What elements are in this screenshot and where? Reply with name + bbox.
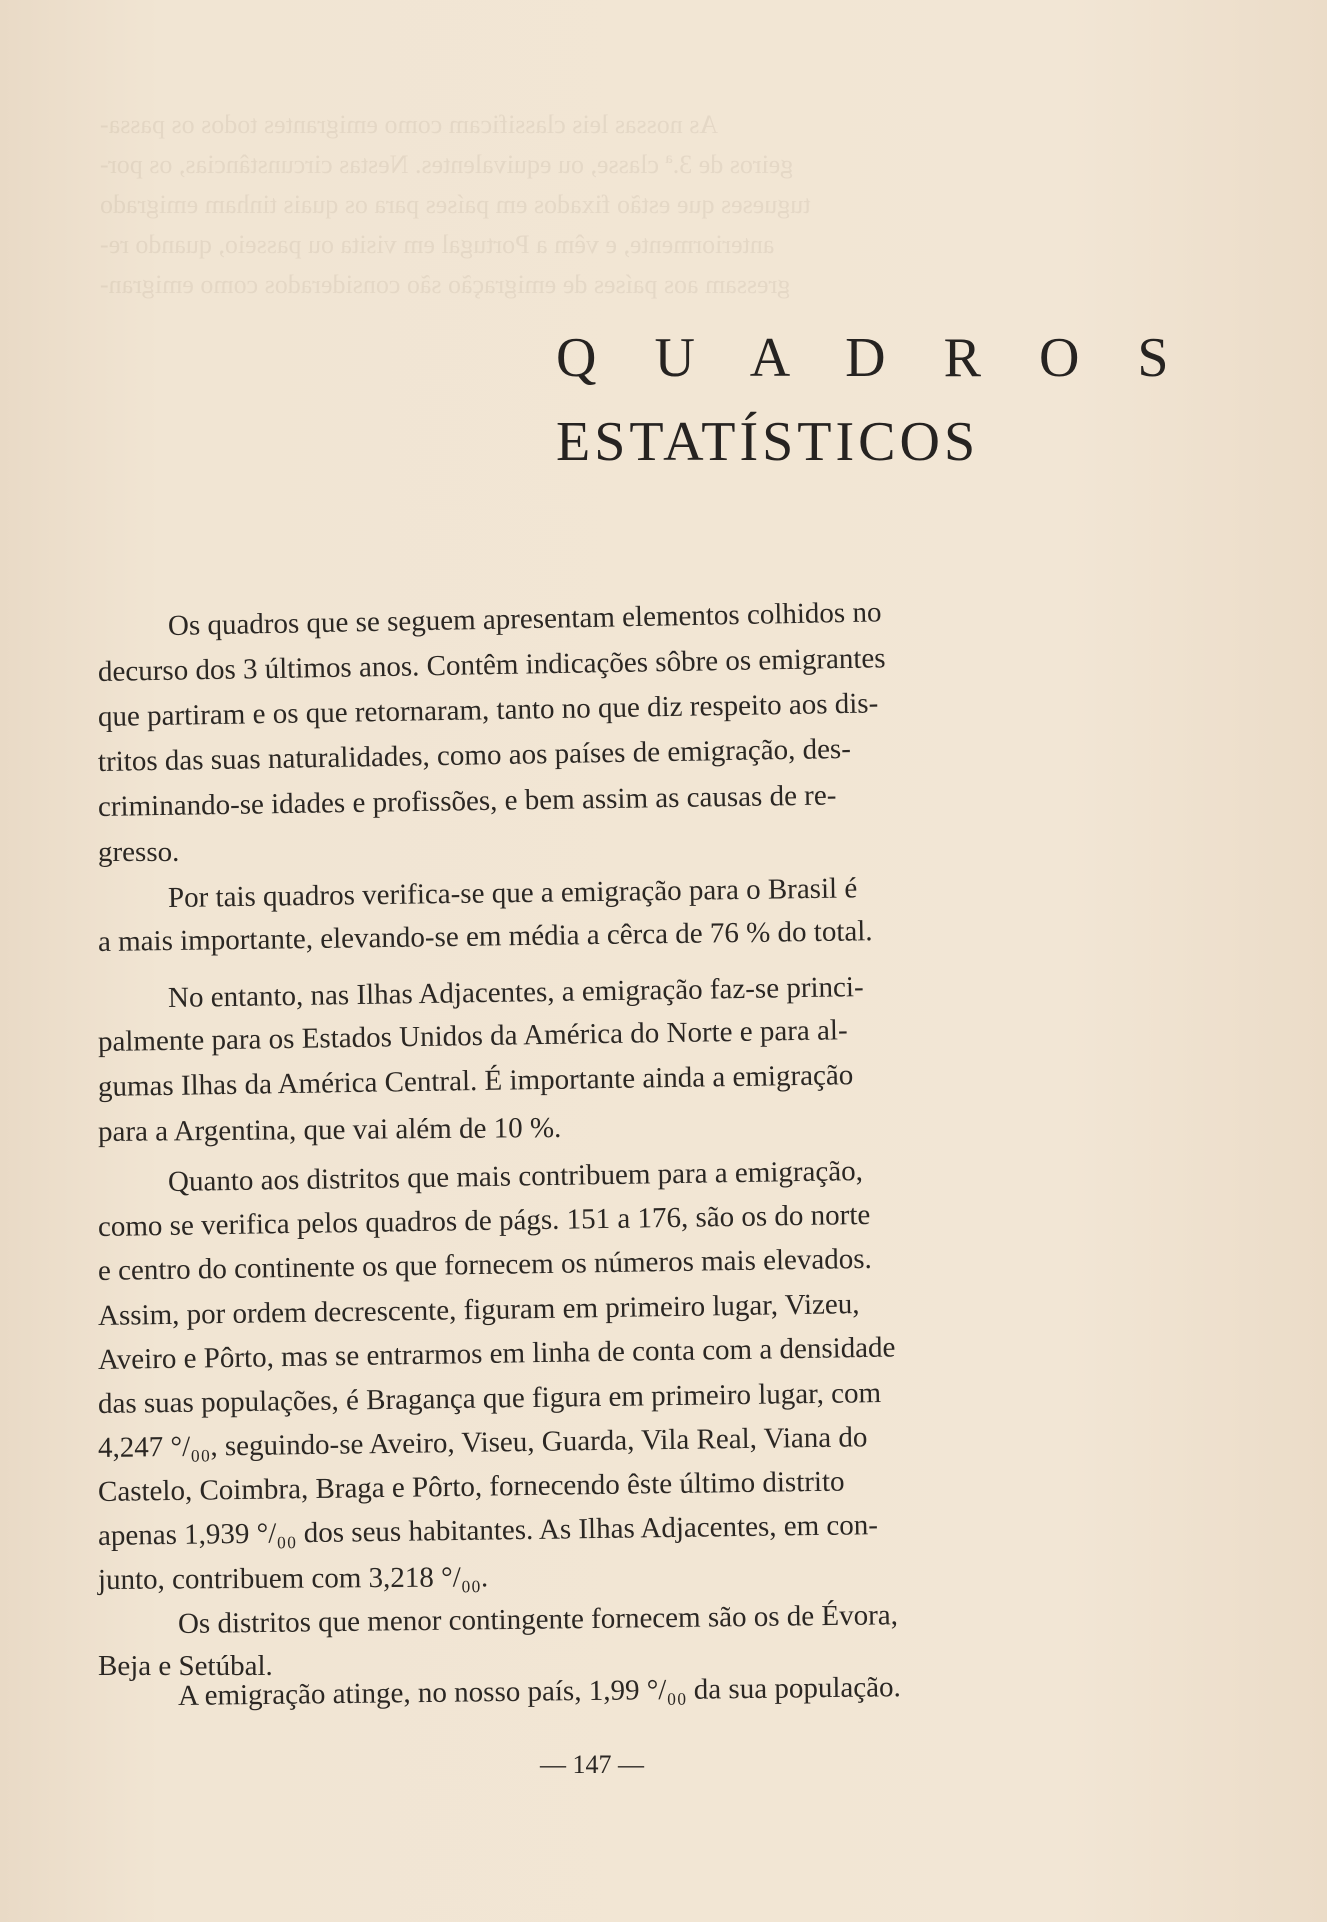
bleed-through-text: geiros de 3.ª classe, ou equivalentes. Nestas circunstâncias, os por- (100, 150, 794, 179)
paragraph-3-line: palmente para os Estados Unidos da América do Norte e para al- (97, 1014, 848, 1058)
paragraph-4-line: e centro do continente os que fornecem os números mais elevados. (97, 1242, 873, 1287)
title-line-2: ESTATÍSTICOS (556, 411, 980, 473)
bleed-through-text: gressam aos países de emigração são considerados como emigran- (100, 270, 791, 299)
paragraph-1-line: criminando-se idades e profissões, e bem assim as causas de re- (97, 779, 837, 823)
paragraph-4-line: apenas 1,939 °/₀₀ dos seus habitantes. As Ilhas Adjacentes, em con- (97, 1509, 879, 1552)
paragraph-6-line: A emigração atinge, no nosso país, 1,99 °/₀₀ da sua população. (177, 1671, 901, 1712)
paragraph-4-line: das suas populações, é Bragança que figura em primeiro lugar, com (97, 1377, 882, 1420)
page-number: — 147 — (540, 1750, 644, 1779)
bleed-through-text: anteriormente, e vêm a Portugal em visita ou passeio, quando re- (100, 230, 775, 259)
paragraph-2-line: a mais importante, elevando-se em média a cêrca de 76 % do total. (97, 915, 873, 958)
paragraph-3-line: gumas Ilhas da América Central. É importante ainda a emigração (97, 1059, 854, 1103)
paragraph-3-line: No entanto, nas Ilhas Adjacentes, a emigração faz-se princi- (167, 971, 864, 1014)
paragraph-4-line: Castelo, Coimbra, Braga e Pôrto, fornecendo êste último distrito (97, 1465, 845, 1508)
paragraph-1-line: decurso dos 3 últimos anos. Contêm indicações sôbre os emigrantes (97, 642, 886, 688)
title-line-1: Q U A D R O S (556, 327, 1191, 389)
paragraph-4-line: 4,247 °/₀₀, seguindo-se Aveiro, Viseu, Guarda, Vila Real, Viana do (97, 1421, 868, 1464)
paragraph-3-line: para a Argentina, que vai além de 10 %. (97, 1111, 562, 1148)
paragraph-4-line: Assim, por ordem decrescente, figuram em primeiro lugar, Vizeu, (97, 1288, 860, 1332)
paragraph-1-line: gresso. (98, 836, 180, 868)
paragraph-2-line: Por tais quadros verifica-se que a emigração para o Brasil é (167, 872, 858, 914)
paragraph-1-line: que partiram e os que retornaram, tanto no que diz respeito aos dis- (97, 687, 879, 733)
paragraph-4-line: Aveiro e Pôrto, mas se entrarmos em linha de conta com a densidade (97, 1331, 896, 1376)
paragraph-4-line: como se verifica pelos quadros de págs. 151 a 176, são os do norte (97, 1198, 871, 1243)
paragraph-4-line: Quanto aos distritos que mais contribuem para a emigração, (167, 1155, 864, 1198)
bleed-through-text: tugueses que estão fixados em países para os quais tinham emigrado (100, 190, 811, 219)
bleed-through-text: As nossas leis classificam como emigrantes todos os passa- (100, 110, 719, 139)
paragraph-1-line: tritos das suas naturalidades, como aos países de emigração, des- (97, 732, 852, 778)
paragraph-5-line: Beja e Setúbal. (98, 1650, 273, 1682)
paragraph-5-line: Os distritos que menor contingente fornecem são os de Évora, (177, 1599, 899, 1640)
paragraph-4-line: junto, contribuem com 3,218 °/₀₀. (97, 1561, 489, 1596)
paragraph-1-line: Os quadros que se seguem apresentam elementos colhidos no (167, 596, 882, 642)
